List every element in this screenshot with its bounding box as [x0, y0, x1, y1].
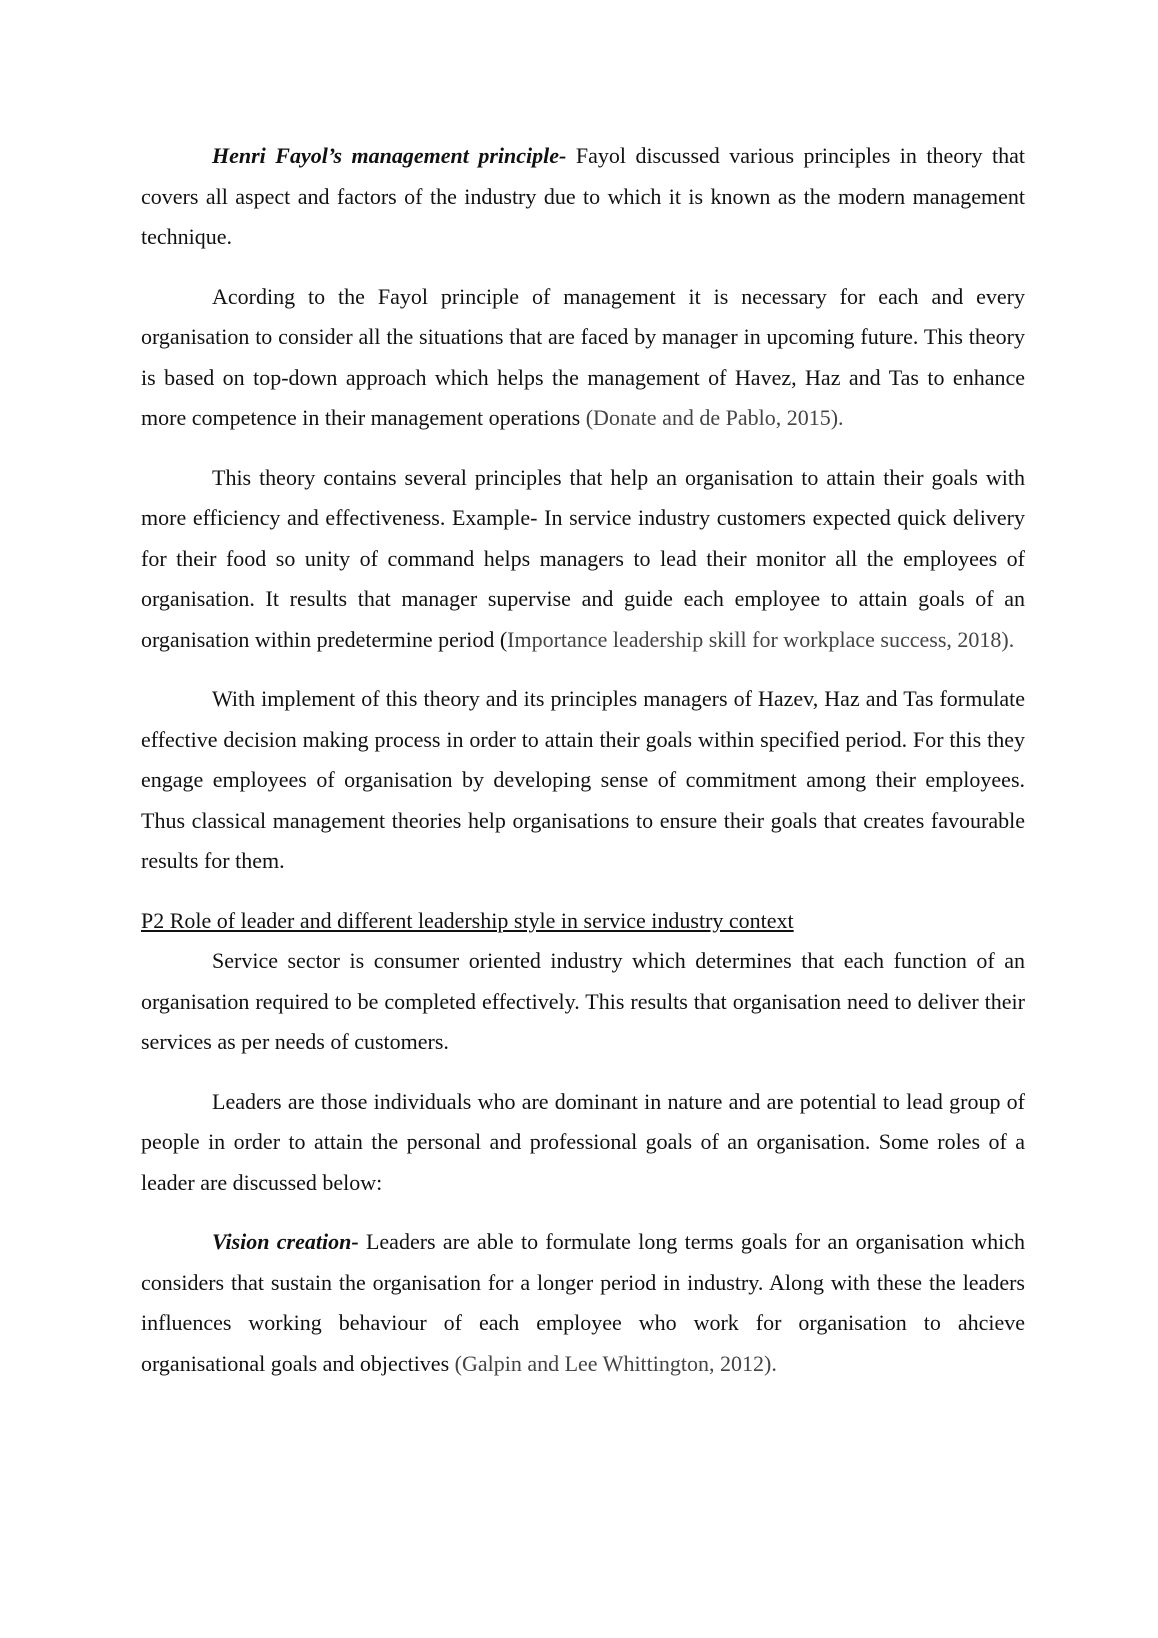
citation: (Galpin and Lee Whittington, 2012).: [454, 1350, 777, 1376]
paragraph-text: This theory contains several principles that help an organisation to attain their goals with more efficiency and effectiveness. Example- In service industry customers expected quick delivery for their food so unity of command helps managers to lead their monitor all the employees of organisation. It results that manager supervise and guide each employee to attain goals of an organisation within predetermine period (: [141, 464, 1025, 652]
paragraph-fayol-principle: [141, 136, 1025, 258]
citation: Importance leadership skill for workplace success, 2018).: [507, 626, 1015, 652]
paragraph-implementation: [141, 679, 1025, 882]
paragraph-service-sector: [141, 941, 1025, 1063]
section-heading-p2: P2 Role of leader and different leadership style in service industry context: [141, 907, 794, 933]
paragraph-text: Leaders are those individuals who are dominant in nature and are potential to lead group of people in order to attain the personal and professional goals of an organisation. Some roles of a leader are discussed below:: [141, 1088, 1025, 1195]
citation: (Donate and de Pablo, 2015).: [585, 405, 844, 430]
paragraph-fayol-necessity: [141, 277, 1025, 439]
paragraph-leaders: [141, 1082, 1025, 1204]
paragraph-text: Acording to the Fayol principle of management it is necessary for each and every organisation to consider all the situations that are faced by manager in upcoming future. This theory is based on top-down approach which helps the management of Havez, Haz and Tas to enhance more competence in their management operations: [141, 283, 1025, 430]
document-page: [141, 136, 1025, 1403]
paragraph-text: Service sector is consumer oriented industry which determines that each function of an organisation required to be completed effectively. This results that organisation need to deliver their services as per needs of customers.: [141, 948, 1025, 1054]
term-henri-fayol: Henri Fayol’s management principle-: [212, 143, 567, 168]
paragraph-text: Fayol discussed various principles in theory that covers all aspect and factors of the industry due to which it is known as the modern management technique.: [141, 143, 1026, 249]
paragraph-vision-creation: [141, 1222, 1025, 1384]
paragraph-theory-principles: [141, 458, 1025, 661]
term-vision-creation: Vision creation-: [212, 1229, 359, 1254]
paragraph-text: With implement of this theory and its principles managers of Hazev, Haz and Tas formulate effective decision making process in order to attain their goals within specified period. For this they engage employees of organisation by developing sense of commitment among their employees. Thus classical management theories help organisations to ensure their goals that creates favourable results for them.: [141, 686, 1025, 873]
paragraph-text: Leaders are able to formulate long terms goals for an organisation which considers that sustain the organisation for a longer period in industry. Along with these the leaders influences working behaviour of each employee who work for organisation to ahcieve organisational goals and objectives: [141, 1229, 1026, 1376]
